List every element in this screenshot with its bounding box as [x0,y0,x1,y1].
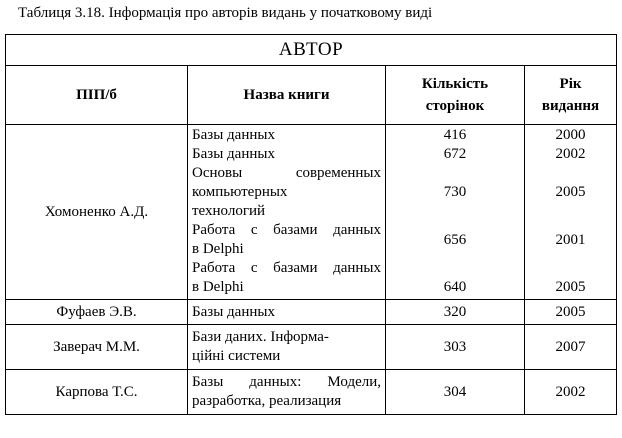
header-number: ПІП/б [6,66,188,125]
year-value: 2007 [525,325,617,370]
book-titles-cell [188,125,386,300]
table-row [6,325,617,370]
book-title: Базы данных [192,127,275,143]
book-title: Основы современных [192,165,381,181]
book-title: Базы данных: Модели, [192,374,381,390]
header-year-line2: видання [541,98,600,114]
year-value: 2005 [555,184,586,200]
pages-value: 730 [443,184,467,200]
book-title: Базы данных [192,146,275,162]
header-pages-line2: сторінок [425,98,485,114]
author-name: Фуфаев Э.В. [6,300,188,325]
authors-table [5,34,617,415]
header-book: Назва книги [188,66,386,125]
book-title: в Delphi [192,241,244,257]
header-year-line1: Рік [559,76,582,92]
table-row [6,300,617,325]
book-title: в Delphi [192,279,244,295]
pages-value: 656 [443,231,467,248]
pages-value: 320 [386,300,525,325]
book-title: Работа с базами данных [192,222,381,238]
book-title: разработка, реализация [192,393,342,409]
pages-value: 672 [443,146,467,162]
book-titles-cell [188,325,386,370]
book-title: Бази даних. Інформа- [192,329,329,345]
header-pages [386,66,525,125]
header-year [525,66,617,125]
pages-value: 303 [386,325,525,370]
year-value: 2005 [555,279,586,295]
pages-cell [386,125,525,300]
year-value: 2005 [525,300,617,325]
table-caption: Таблиця 3.18. Інформація про авторів видань у початковому виді [18,5,433,21]
author-name: Заверач М.М. [6,325,188,370]
pages-value: 416 [443,127,467,143]
book-titles-cell [188,370,386,415]
header-pages-line1: Кількість [421,76,489,92]
year-value: 2001 [555,231,586,248]
book-title: ційні системи [192,348,281,364]
author-name: Хомоненко А.Д. [6,125,188,300]
year-value: 2002 [525,370,617,415]
book-title: Работа с базами данных [192,260,381,276]
year-cell [525,125,617,300]
book-title: Базы данных [188,300,386,325]
book-title: компьютерных [192,184,288,200]
book-title: технологий [192,203,266,219]
author-name: Карпова Т.С. [6,370,188,415]
pages-value: 304 [386,370,525,415]
table-title: АВТОР [6,35,617,66]
pages-value: 640 [443,279,467,295]
year-value: 2000 [555,127,586,143]
year-value: 2002 [555,146,586,162]
table-row [6,125,617,300]
table-row [6,370,617,415]
